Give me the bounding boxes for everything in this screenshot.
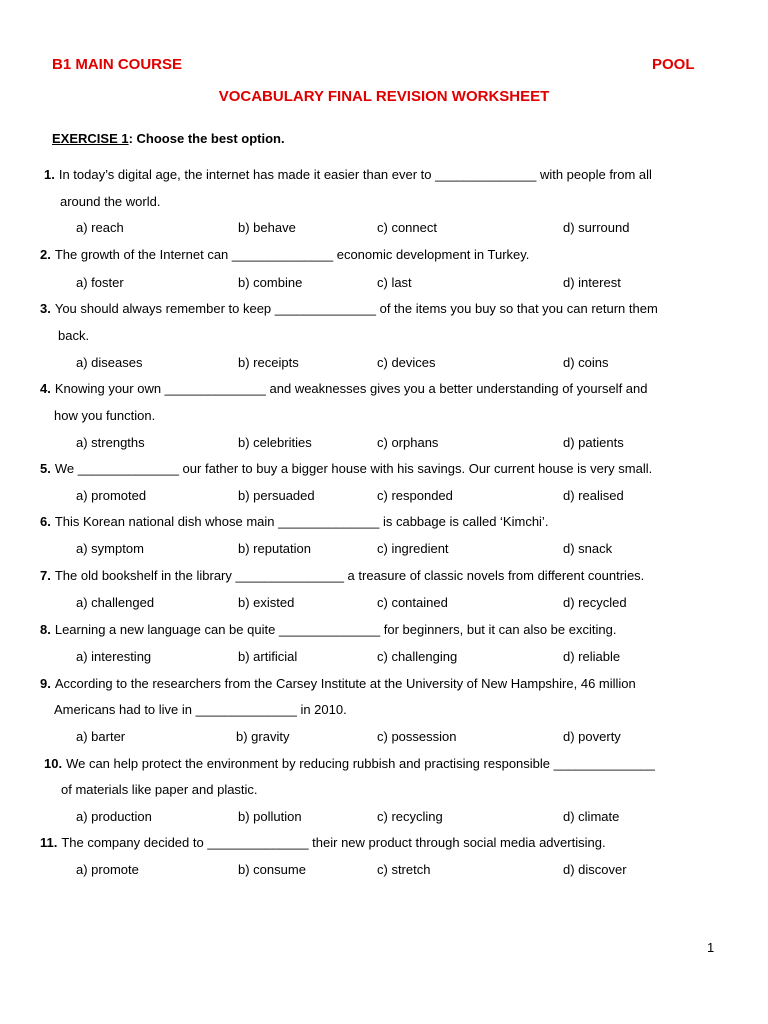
- question-line: [40, 301, 658, 317]
- question-text: We ______________ our father to buy a bigger house with his savings. Our current house is very small.: [54, 461, 653, 476]
- option-d: d) discover: [563, 862, 627, 877]
- question-number: 5.: [40, 461, 51, 476]
- option-b: b) reputation: [238, 541, 311, 556]
- question-text: Learning a new language can be quite ______________ for beginners, but it can also be exciting.: [54, 622, 617, 637]
- option-c: c) connect: [377, 220, 437, 235]
- option-a: a) interesting: [76, 649, 152, 664]
- option-c: c) challenging: [377, 649, 458, 664]
- question-line: [40, 514, 548, 530]
- option-a: a) symptom: [76, 541, 144, 556]
- question-text: The growth of the Internet can ______________ economic development in Turkey.: [54, 247, 530, 262]
- option-d: d) realised: [563, 488, 624, 503]
- question-text: The old bookshelf in the library _______________ a treasure of classic novels from different countries.: [54, 568, 645, 583]
- question-text: We can help protect the environment by reducing rubbish and practising responsible ______________: [66, 756, 655, 771]
- page-number: 1: [707, 940, 715, 955]
- option-b: b) existed: [238, 595, 295, 610]
- option-c: c) recycling: [377, 809, 443, 824]
- option-a: a) promote: [76, 862, 139, 877]
- option-c: c) responded: [377, 488, 453, 503]
- question-number: 6.: [40, 514, 51, 529]
- option-c: c) stretch: [377, 862, 431, 877]
- question-line: [44, 756, 655, 772]
- option-b: b) artificial: [238, 649, 298, 664]
- question-line: [40, 381, 647, 397]
- option-a: a) diseases: [76, 355, 143, 370]
- pool-label: POOL: [652, 56, 695, 73]
- option-b: b) persuaded: [238, 488, 315, 503]
- course-label: B1 MAIN COURSE: [52, 56, 183, 73]
- option-d: d) coins: [563, 355, 609, 370]
- option-d: d) poverty: [563, 729, 621, 744]
- question-text: You should always remember to keep ______________ of the items you buy so that you can return them: [54, 301, 658, 316]
- question-number: 1.: [44, 167, 55, 182]
- option-d: d) snack: [563, 541, 613, 556]
- option-a: a) reach: [76, 220, 124, 235]
- option-a: a) challenged: [76, 595, 155, 610]
- question-number: 11.: [40, 835, 58, 850]
- question-text-continued: Americans had to live in ______________ in 2010.: [54, 702, 347, 717]
- question-number: 2.: [40, 247, 51, 262]
- option-d: d) patients: [563, 435, 624, 450]
- option-a: a) barter: [76, 729, 126, 744]
- option-a: a) strengths: [76, 435, 145, 450]
- question-text-continued: back.: [58, 328, 90, 343]
- question-text-continued: around the world.: [60, 194, 161, 209]
- question-number: 7.: [40, 568, 51, 583]
- question-text: According to the researchers from the Carsey Institute at the University of New Hampshire, 46 million: [54, 676, 636, 691]
- option-c: c) last: [377, 275, 412, 290]
- option-d: d) surround: [563, 220, 630, 235]
- question-text-continued: how you function.: [54, 408, 156, 423]
- question-number: 8.: [40, 622, 51, 637]
- question-number: 10.: [44, 756, 63, 771]
- option-b: b) receipts: [238, 355, 299, 370]
- option-a: a) foster: [76, 275, 124, 290]
- option-c: c) devices: [377, 355, 436, 370]
- option-d: d) recycled: [563, 595, 627, 610]
- exercise-instruction: : Choose the best option.: [128, 131, 285, 146]
- question-text: The company decided to ______________ their new product through social media advertising.: [61, 835, 606, 850]
- option-b: b) behave: [238, 220, 296, 235]
- question-line: [40, 676, 636, 692]
- option-a: a) production: [76, 809, 152, 824]
- option-c: c) possession: [377, 729, 457, 744]
- option-d: d) climate: [563, 809, 620, 824]
- option-b: b) combine: [238, 275, 303, 290]
- option-b: b) gravity: [236, 729, 290, 744]
- question-number: 4.: [40, 381, 51, 396]
- question-line: [40, 622, 616, 638]
- option-d: d) interest: [563, 275, 621, 290]
- question-text: This Korean national dish whose main ______________ is cabbage is called ‘Kimchi’.: [54, 514, 549, 529]
- question-text-continued: of materials like paper and plastic.: [61, 782, 258, 797]
- exercise-label: EXERCISE 1: [52, 131, 129, 146]
- question-line: [44, 167, 652, 183]
- option-d: d) reliable: [563, 649, 621, 664]
- option-b: b) consume: [238, 862, 306, 877]
- worksheet-title: VOCABULARY FINAL REVISION WORKSHEET: [218, 88, 550, 105]
- exercise-heading: [52, 131, 285, 146]
- question-line: [40, 835, 606, 851]
- option-a: a) promoted: [76, 488, 147, 503]
- question-line: [40, 461, 652, 477]
- option-c: c) contained: [377, 595, 448, 610]
- option-b: b) celebrities: [238, 435, 312, 450]
- question-number: 3.: [40, 301, 51, 316]
- option-b: b) pollution: [238, 809, 302, 824]
- question-line: [40, 247, 529, 263]
- question-text: Knowing your own ______________ and weaknesses gives you a better understanding of yourself and: [54, 381, 648, 396]
- option-c: c) orphans: [377, 435, 439, 450]
- question-line: [40, 568, 644, 584]
- question-text: In today’s digital age, the internet has made it easier than ever to ______________ with people from all: [58, 167, 652, 182]
- question-number: 9.: [40, 676, 51, 691]
- option-c: c) ingredient: [377, 541, 449, 556]
